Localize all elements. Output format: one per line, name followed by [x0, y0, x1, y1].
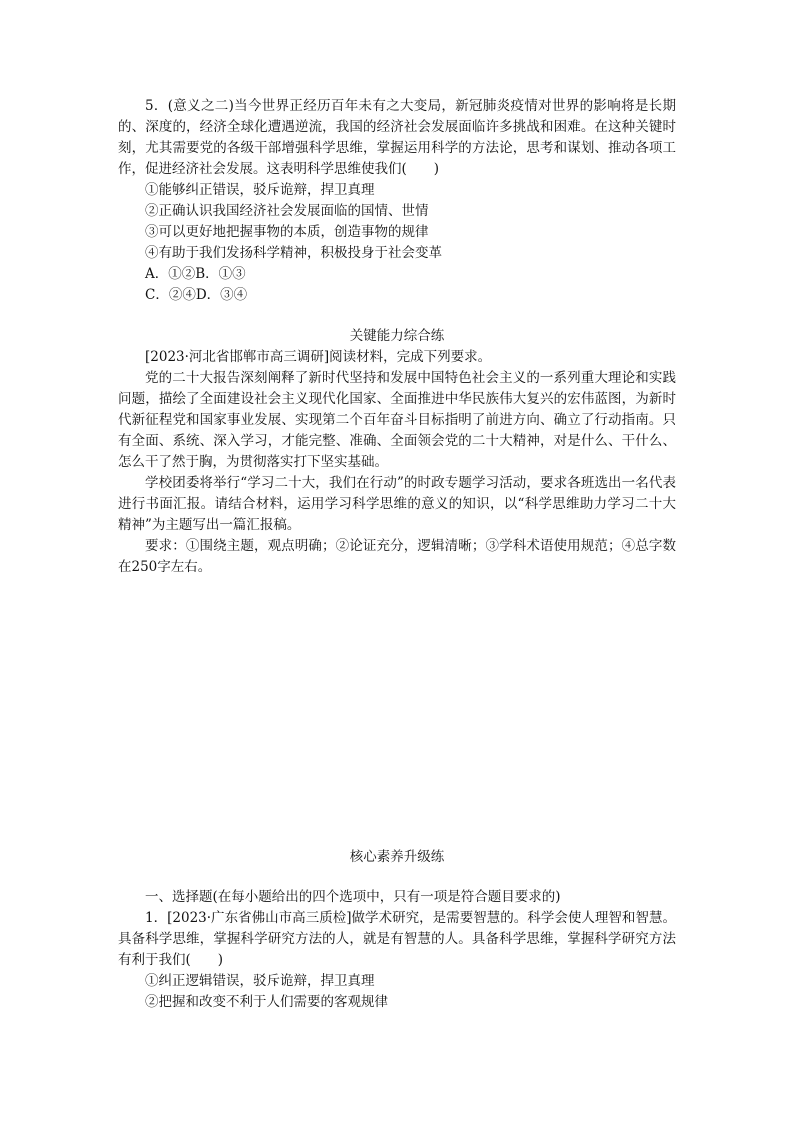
- task-text: 学校团委将举行“学习二十大，我们在行动”的时政专题学习活动，要求各班选出一名代表进行书面汇报。请结合材料，运用学习科学思维的意义的知识，以“科学思维助力学习二十大精神”为主题写出一篇汇报稿。: [118, 475, 676, 533]
- material-text: 党的二十大报告深刻阐释了新时代坚持和发展中国特色社会主义的一系列重大理论和实践问题，描绘了全面建设社会主义现代化国家、全面推进中华民族伟大复兴的宏伟蓝图，为新时代新征程党和国家事业发展、实现第二个百年奋斗目标指明了前进方向、确立了行动指南。只有全面、系统、深入学习，才能完整、准确、全面领会党的二十大精神，对是什么、干什么、怎么干了然于胸，为贯彻落实打下坚实基础。: [118, 370, 676, 470]
- material-source: [2023·河北省邯郸市高三调研]阅读材料，完成下列要求。: [145, 349, 492, 365]
- question-5-stem: 5．(意义之二)当今世界正经历百年未有之大变局，新冠肺炎疫情对世界的影响将是长期的、深度的，经济全球化遭遇逆流，我国的经济社会发展面临许多挑战和困难。在这种关键时刻，尤其需要党的各级干部增强科学思维，掌握运用科学的方法论，思考和谋划、推动各项工作，促进经济社会发展。这表明科学思维使我们( ): [118, 98, 676, 177]
- question-5-option-4: ④有助于我们发扬科学精神，积极投身于社会变革: [145, 245, 442, 261]
- choice-question-instruction: 一、选择题(在每小题给出的四个选项中，只有一项是符合题目要求的): [145, 889, 561, 905]
- question-5-option-2: ②正确认识我国经济社会发展面临的国情、世情: [145, 203, 429, 219]
- requirements-text: 要求：①围绕主题，观点明确；②论证充分，逻辑清晰；③学科术语使用规范；④总字数在250字左右。: [118, 538, 676, 575]
- question-1-option-1: ①纠正逻辑错误，驳斥诡辩，捍卫真理: [145, 973, 375, 989]
- section-title-key-ability: 关键能力综合练: [349, 328, 445, 344]
- question-5-choices-ab: A．①②B．①③: [145, 266, 246, 282]
- question-5-option-3: ③可以更好地把握事物的本质，创造事物的规律: [145, 224, 429, 240]
- question-1-option-2: ②把握和改变不利于人们需要的客观规律: [145, 994, 388, 1010]
- section-title-core-literacy: 核心素养升级练: [349, 849, 445, 865]
- question-1-stem: 1．[2023·广东省佛山市高三质检]做学术研究，是需要智慧的。科学会使人理智和智慧。具备科学思维，掌握科学研究方法的人，就是有智慧的人。具备科学思维，掌握科学研究方法有利于我们( ): [118, 910, 676, 968]
- question-5-option-1: ①能够纠正错误，驳斥诡辩，捍卫真理: [145, 182, 375, 198]
- question-5-choices-cd: C．②④D．③④: [145, 287, 248, 303]
